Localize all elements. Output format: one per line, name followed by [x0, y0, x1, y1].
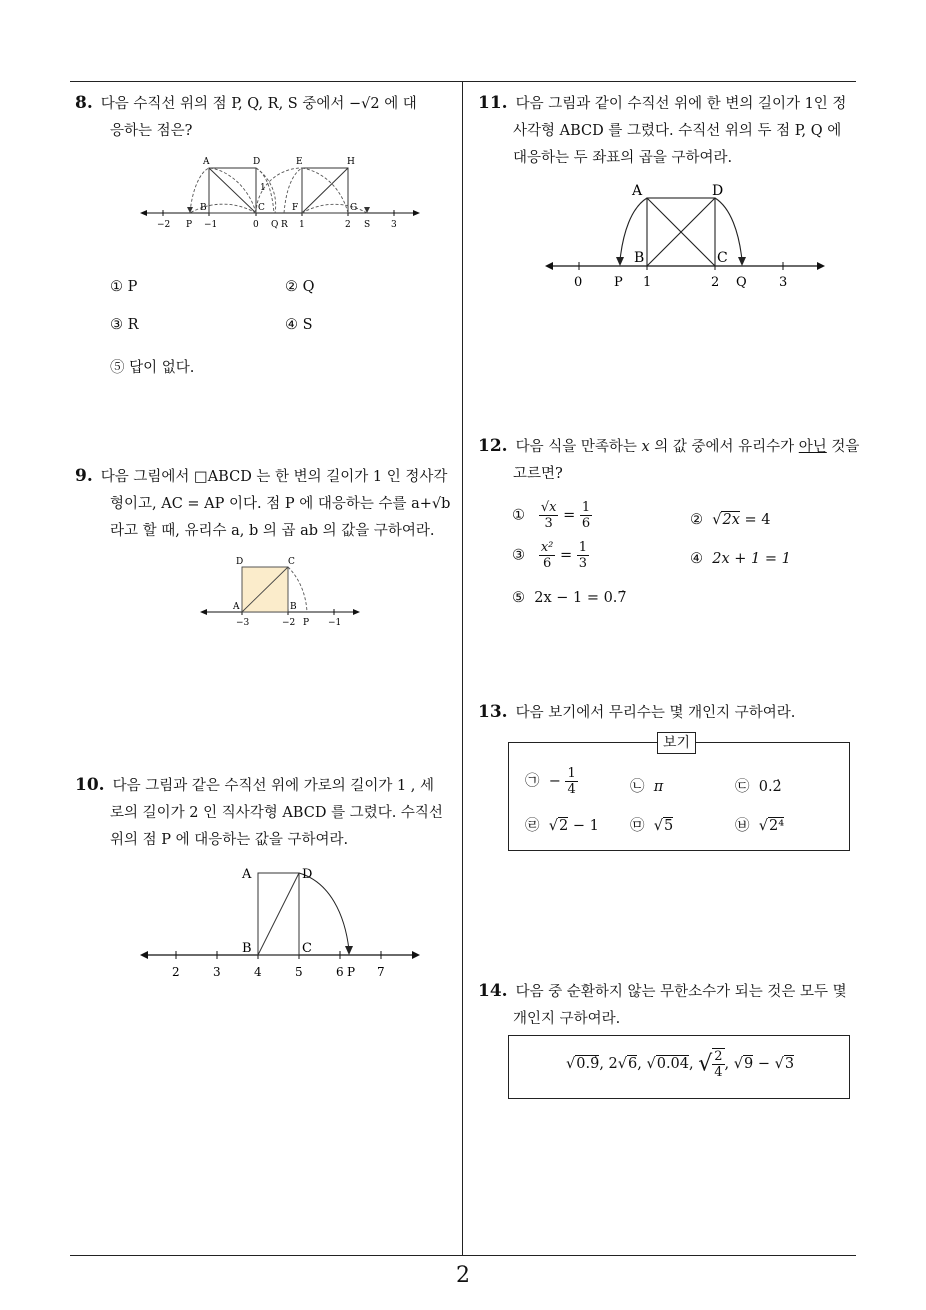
- question-number: 13.: [478, 702, 508, 722]
- sqrt-arg: 2⁴: [768, 818, 785, 834]
- fraction: [577, 540, 589, 571]
- fig-label: H: [347, 157, 355, 167]
- axis-label: P: [614, 275, 623, 290]
- axis-label: P: [303, 618, 310, 628]
- example-item-d: ㉣ √2 − 1: [525, 818, 599, 834]
- question-number: 9.: [75, 466, 93, 486]
- numerator: 1: [578, 540, 588, 555]
- axis-label: −1: [328, 618, 342, 628]
- axis-label: 2: [172, 965, 180, 979]
- axis-label: 3: [779, 275, 788, 290]
- sqrt-arg: 3: [784, 1056, 795, 1072]
- numerator: 1: [581, 500, 591, 515]
- question-text: 개인지 구하여라.: [513, 1011, 621, 1027]
- question-number: 8.: [75, 93, 93, 113]
- bottom-rule: [70, 1255, 856, 1256]
- question-text: 형이고, AC = AP 이다. 점 P 에 대응하는 수를 a+√b: [110, 496, 451, 512]
- numerator: 2: [714, 1049, 723, 1064]
- operator: −: [753, 1056, 775, 1072]
- question-number: 14.: [478, 981, 508, 1001]
- question-number: 12.: [478, 436, 508, 456]
- axis-label: 2: [345, 220, 351, 230]
- separator: ,: [689, 1056, 699, 1072]
- question-text-var: x: [641, 439, 650, 455]
- equation-rest: = 4: [744, 512, 771, 528]
- sqrt-arg: 6: [628, 1056, 638, 1072]
- denominator: 6: [581, 516, 591, 531]
- axis-label: 5: [295, 965, 303, 979]
- expression-list: √0.9̇, 2√6, √0.04, √ $\frac{2}{4}$ , √9 − √3: [566, 1049, 795, 1080]
- option-mark: ①: [512, 507, 525, 524]
- option-mark: ②: [690, 512, 703, 528]
- question-text: 대응하는 두 좌표의 곱을 구하여라.: [513, 150, 733, 166]
- denominator: 4: [567, 782, 576, 797]
- question-text: 다음 그림과 같이 수직선 위에 한 변의 길이가 1인 정: [515, 96, 847, 112]
- axis-label: 6: [336, 965, 344, 979]
- fig-label: A: [632, 183, 643, 199]
- denominator: 3: [578, 556, 588, 571]
- fraction: [712, 1048, 724, 1080]
- item-value: π: [653, 779, 664, 795]
- fig-label: D: [253, 157, 261, 167]
- numerator: √x: [540, 500, 557, 515]
- separator: ,: [637, 1056, 647, 1072]
- fig-label: E: [296, 157, 303, 167]
- item-mark: ㉣: [525, 818, 540, 834]
- denominator: 4: [714, 1065, 723, 1080]
- fig-label: C: [717, 250, 728, 266]
- item-mark: ㉤: [630, 818, 645, 834]
- question-text-underlined: 아닌: [798, 439, 827, 455]
- question-text: 위의 점 P 에 대응하는 값을 구하여라.: [110, 832, 349, 848]
- question-text: 라고 할 때, 유리수 a, b 의 곱 ab 의 값을 구하여라.: [110, 523, 435, 539]
- fig-label: A: [203, 157, 210, 167]
- equation: 2x − 1 = 0.7̇: [534, 590, 627, 606]
- item-value: 0.2̇: [758, 779, 782, 795]
- example-item-b: [630, 775, 663, 796]
- option-mark: ⑤: [512, 590, 525, 606]
- question-text: 사각형 ABCD 를 그렸다. 수직선 위의 두 점 P, Q 에: [513, 123, 842, 139]
- axis-label: R: [281, 220, 288, 230]
- option-2[interactable]: ② √2x = 4: [690, 512, 771, 528]
- fig-label: F: [292, 203, 299, 213]
- axis-label: 0: [574, 275, 583, 290]
- item-rest: − 1: [572, 818, 599, 834]
- fig-label: G: [350, 203, 358, 213]
- question-13: [478, 699, 863, 727]
- q8-number-line-figure: [140, 150, 420, 235]
- fig-label: B: [242, 941, 252, 956]
- axis-label: −3: [236, 618, 250, 628]
- axis-label: −2: [282, 618, 296, 628]
- axis-label: 7: [377, 965, 385, 979]
- question-text: 다음 그림에서 □ABCD 는 한 변의 길이가 1 인 정사각: [100, 469, 448, 485]
- fig-label: A: [242, 867, 252, 882]
- question-text: 고르면?: [513, 466, 563, 482]
- sqrt-arg: 2: [558, 818, 569, 834]
- denominator: 3: [544, 516, 553, 531]
- option-mark: ③: [512, 547, 525, 564]
- fig-label: C: [258, 203, 265, 213]
- question-14: [478, 978, 863, 1033]
- axis-label: Q: [736, 275, 747, 290]
- question-text: 다음 그림과 같은 수직선 위에 가로의 길이가 1 , 세: [112, 778, 435, 794]
- option-1[interactable]: [512, 500, 592, 531]
- q10-rectangle-figure: [140, 860, 420, 985]
- separator: , 2: [599, 1056, 618, 1072]
- option-3[interactable]: [512, 540, 589, 571]
- item-sign: −: [548, 773, 561, 790]
- fig-label: B: [200, 203, 207, 213]
- question-12: [478, 433, 863, 488]
- axis-label: Q: [271, 220, 279, 230]
- question-text: 다음 식을 만족하는: [515, 439, 642, 455]
- fig-label: 1: [260, 183, 266, 193]
- equals: =: [559, 547, 573, 564]
- example-item-f: ㉥ √2⁴: [735, 818, 785, 834]
- sqrt-arg: 5: [663, 818, 674, 834]
- question-text: 로의 길이가 2 인 직사각형 ABCD 를 그렸다. 수직선: [110, 805, 443, 821]
- q9-square-figure: [200, 555, 360, 630]
- axis-label: 1: [299, 220, 305, 230]
- question-number: 10.: [75, 775, 105, 795]
- axis-label: 2: [711, 275, 720, 290]
- equals: =: [563, 507, 576, 524]
- question-8: [75, 90, 460, 145]
- question-text: 다음 중 순환하지 않는 무한소수가 되는 것은 모두 몇: [515, 984, 847, 1000]
- column-divider: [462, 81, 463, 1255]
- numerator: 1: [567, 766, 576, 781]
- item-mark: ㉥: [735, 818, 750, 834]
- axis-label: 4: [254, 965, 262, 979]
- sqrt-arg: 0.04: [656, 1056, 690, 1072]
- option-4[interactable]: ④ S: [285, 317, 313, 333]
- page-number: 2: [456, 1263, 470, 1288]
- sqrt-arg: 9: [744, 1056, 754, 1072]
- axis-label: −2: [157, 220, 171, 230]
- fraction: [580, 500, 592, 531]
- equation: 2x + 1 = 1: [712, 551, 791, 567]
- axis-label: −1: [204, 220, 218, 230]
- question-text: 다음 보기에서 무리수는 몇 개인지 구하여라.: [515, 705, 796, 721]
- fraction: [565, 766, 577, 797]
- axis-label: 1: [643, 275, 652, 290]
- question-11: [478, 90, 863, 172]
- fig-label: B: [290, 602, 297, 612]
- axis-label: S: [364, 220, 371, 230]
- option-4[interactable]: [690, 551, 791, 567]
- example-item-c: [735, 775, 782, 796]
- example-box-title: 보기: [657, 732, 696, 754]
- top-rule: [70, 81, 856, 82]
- item-mark: ㉡: [630, 779, 645, 795]
- option-1[interactable]: ① P: [110, 279, 138, 295]
- question-9: [75, 463, 460, 545]
- option-5[interactable]: [512, 590, 627, 606]
- example-item-a: [525, 766, 578, 797]
- option-2[interactable]: ② Q: [285, 279, 315, 295]
- example-item-e: ㉤ √5: [630, 818, 674, 834]
- fig-label: B: [634, 250, 645, 266]
- q11-square-figure: [545, 178, 825, 293]
- axis-label: P: [186, 220, 193, 230]
- fig-label: C: [288, 557, 295, 567]
- axis-label: 3: [213, 965, 221, 979]
- question-text: 다음 수직선 위의 점 P, Q, R, S 중에서 −√2 에 대: [100, 96, 417, 112]
- option-5[interactable]: ⑤ 답이 없다.: [110, 360, 195, 376]
- fraction: [539, 500, 559, 531]
- sqrt-arg: 0.9̇: [576, 1056, 600, 1072]
- option-mark: ④: [690, 551, 703, 567]
- item-mark: ㉠: [525, 773, 540, 790]
- fig-label: D: [712, 183, 724, 199]
- numerator: x²: [540, 540, 554, 555]
- fig-label: D: [302, 867, 313, 882]
- question-text: 응하는 점은?: [110, 123, 193, 139]
- fig-label: A: [233, 602, 240, 612]
- sqrt-sign: √: [698, 1051, 713, 1077]
- fig-label: D: [236, 557, 244, 567]
- axis-label: 3: [391, 220, 397, 230]
- denominator: 6: [542, 556, 552, 571]
- axis-label: P: [347, 965, 356, 979]
- fraction: [539, 540, 556, 571]
- question-number: 11.: [478, 93, 508, 113]
- option-3[interactable]: ③ R: [110, 317, 139, 333]
- question-text: 것을: [826, 439, 860, 455]
- item-mark: ㉢: [735, 779, 750, 795]
- fig-label: C: [302, 941, 312, 956]
- sqrt-arg: 2x: [722, 512, 740, 528]
- question-10: [75, 772, 460, 854]
- axis-label: 0: [253, 220, 259, 230]
- separator: ,: [724, 1056, 734, 1072]
- question-text: 의 값 중에서 유리수가: [649, 439, 799, 455]
